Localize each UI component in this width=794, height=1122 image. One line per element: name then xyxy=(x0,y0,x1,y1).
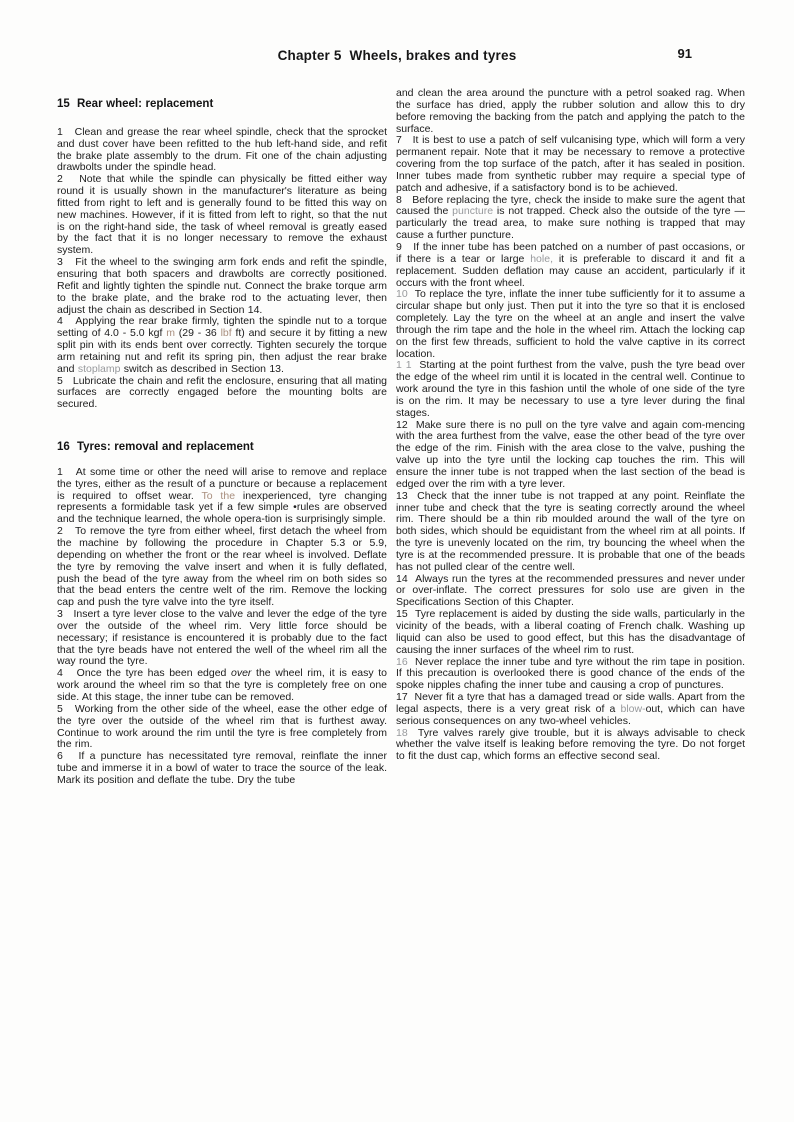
right-column xyxy=(396,88,745,787)
text-segment: Starting at the point furthest from the valve, push the tyre bead over the edge of the wheel rim until it is located in the central well. Continue to work around the tyre in this fashion until the whole of one side of the tyre is on the rim. It may be necessary to use a tyre lever during the final stages. xyxy=(396,359,746,419)
faded-text-segment: stoplamp xyxy=(77,362,121,375)
faded-text-segment: blow- xyxy=(620,702,646,715)
paragraph xyxy=(396,491,745,574)
text-segment: 7 It is best to use a patch of self vulcanising type, which will form a very permanent repair. Note that it may be necessary to remove a protective covering from the top surface of the patch, after it has sealed in position. Inner tubes made from synthetic rubber may require a special type of patch and adhesive, if a satisfactory bond is to be achieved. xyxy=(396,134,745,194)
text-segment: is not trapped. Check also the outside of the tyre — particularly the tread area, to make sure nothing is trapped that may cause a further puncture. xyxy=(396,205,745,242)
text-segment: ft) and secure it by fitting a new split pin with its ends bent over correctly. Tighten securely the torque arm retaining nut and refit its spring pin, then adjust the rear brake and xyxy=(57,327,387,375)
page-number: 91 xyxy=(677,46,692,61)
paragraph xyxy=(396,609,745,656)
faded-text-segment: lbf xyxy=(220,327,232,340)
text-columns xyxy=(57,88,745,787)
paragraph xyxy=(57,376,387,412)
text-segment: 8 Before replacing the tyre, check the inside to make sure the agent that caused the xyxy=(396,193,745,218)
text-segment: Tyre valves rarely give trouble, but it is always advisable to check whether the valve itself is leaking before removing the tyre. Do not forget to fit the dust cap, which forms an effective second seal. xyxy=(396,726,745,763)
right-column-body xyxy=(396,88,745,763)
text-segment: 17 Never fit a tyre that has a damaged tread or side walls. Apart from the legal aspects, there is a very great risk of a xyxy=(396,691,745,715)
paragraph xyxy=(396,728,745,764)
faded-text-segment: 16 xyxy=(396,655,408,668)
text-segment: 4 Applying the rear brake firmly, tighten the spindle nut to a torque setting of 4.0 - 5.0 kgf xyxy=(57,315,387,340)
text-segment: 2 To remove the tyre from either wheel, first detach the wheel from the machine by following the procedure in Chapter 5.3 or 5.9, depending on whether the front or the rear wheel is involved. Deflate the tyre by removing the valve insert and when it is fully deflated, push the bead of the tyre away from the wheel rim on both sides so that the bead enters the centre welt of the rim. Remove the locking cap and push the tyre valve into the tyre itself. xyxy=(57,525,387,609)
paragraph xyxy=(396,657,745,693)
text-segment: and clean the area around the puncture with a petrol soaked rag. When the surface has dried, apply the rubber solution and allow this to dry before removing the backing from the patch and applying the patch to the surface. xyxy=(396,87,745,135)
text-segment: 13 Check that the inner tube is not trapped at any point. Reinflate the inner tube and check that the tyre is seating correctly around the wheel rim. There should be a thin rib moulded around the wall of the tyre on both sides, which should be equidistant from the wheel rim at all points. If the tyre is unevenly located on the rim, try bouncing the wheel when the tyre is at the recommended pressure. It is probable that one of the beads has not pulled clear of the centre well. xyxy=(396,489,745,573)
text-segment: the wheel rim, it is easy to work around the wheel rim so that the tyre is completely free on one side. At this stage, the inner tube can be removed. xyxy=(57,667,387,703)
paragraph xyxy=(396,289,745,360)
paragraph xyxy=(396,195,745,242)
text-segment: 5 Working from the other side of the wheel, ease the other edge of the tyre over the outside of the wheel rim that is furthest away. Continue to work around the rim until the tyre is free completely from the rim. xyxy=(57,702,387,751)
paragraph xyxy=(396,692,745,728)
section-15-body xyxy=(57,127,387,411)
paragraph xyxy=(396,242,745,289)
text-segment: 4 Once the tyre has been edged xyxy=(57,667,231,680)
text-segment: 6 If a puncture has necessitated tyre removal, reinflate the inner tube and immerse it in a bowl of water to trace the source of the leak. Mark its position and deflate the tube. Dry the tube xyxy=(57,750,387,786)
section-16-body xyxy=(57,467,387,787)
text-segment: 15 Tyre replacement is aided by dusting the side walls, particularly in the vicinity of the beads, with a liberal coating of French chalk. Washing up liquid can also be used to good effect, but this has the disadvantage of causing the inner surfaces of the wheel rim to rust. xyxy=(396,608,745,656)
paragraph xyxy=(57,257,387,316)
left-column xyxy=(57,88,387,787)
faded-text-segment: m xyxy=(166,327,175,340)
text-segment: it is preferable to discard it and fit a replacement. Sudden deflation may cause an accident, particularly if it occurs with the front wheel. xyxy=(396,252,745,289)
paragraph xyxy=(57,127,387,174)
paragraph xyxy=(57,668,387,704)
faded-text-segment: 18 xyxy=(396,726,408,739)
text-segment: out, which can have serious consequences on any two-wheel vehicles. xyxy=(396,702,745,727)
text-segment: 14 Always run the tyres at the recommended pressures and never under or over-inflate. The correct pressures for solo use are given in the Specifications Section of this Chapter. xyxy=(396,572,745,609)
faded-text-segment: 10 xyxy=(396,288,408,301)
text-segment: 3 Insert a tyre lever close to the valve and lever the edge of the tyre over the outside of the wheel rim. Very little force should be necessary; if resistance is encountered it is probably due to the fact that the tyre beads have not entered the well of the wheel rim all the way round the tyre. xyxy=(57,608,387,668)
text-segment: 12 Make sure there is no pull on the tyre valve and again com-mencing with the area furthest from the valve, ease the other bead of the tyre over the edge of the rim. Finish with the area close to the valve, pushing the valve up into the tyre until the locking cap touches the rim. This will ensure the inner tube is not trapped when the last section of the bead is edged over the rim with a tyre lever. xyxy=(396,418,745,490)
paragraph xyxy=(57,609,387,668)
paragraph xyxy=(57,704,387,751)
paragraph xyxy=(57,751,387,787)
section-heading-tyres-removal-replacement: 16 Tyres: removal and replacement xyxy=(57,441,254,454)
faded-text-segment: hole, xyxy=(530,252,553,265)
chapter-title: Chapter 5 Wheels, brakes and tyres xyxy=(277,48,517,63)
text-segment: 2 Note that while the spindle can physically be fitted either way round it is usually shown in the manufacturer's literature as being fitted from right to left and is generally found to be fitted this way on new machines. However, if it is fitted from left to right, so that the nut is on the right-hand side, the task of wheel removal is greatly eased by the fact that it is no longer necessary to remove the exhaust system. xyxy=(57,173,387,257)
paragraph xyxy=(396,360,745,419)
paragraph xyxy=(396,88,745,135)
paragraph xyxy=(57,467,387,526)
text-segment: 1 At some time or other the need will arise to remove and replace the tyres, either as the result of a puncture or because a replacement is required to offset wear. xyxy=(57,465,387,502)
faded-text-segment: puncture xyxy=(452,205,494,218)
text-segment: inexperienced, tyre changing represents a formidable task yet if a few simple •rules are observed and the technique learned, the whole opera-tion is surprisingly simple. xyxy=(57,489,387,526)
text-segment: over xyxy=(231,667,252,680)
paragraph xyxy=(57,526,387,609)
paragraph xyxy=(57,316,387,375)
paragraph xyxy=(396,574,745,610)
faded-text-segment: To the xyxy=(201,489,236,502)
text-segment: switch as described in Section 13. xyxy=(120,362,284,375)
text-segment: (29 - 36 xyxy=(174,327,221,340)
faded-text-segment: 1 1 xyxy=(396,359,412,372)
text-segment: Never replace the inner tube and tyre without the rim tape in position. If this precaution is overlooked there is good chance of the ends of the spoke nipples chafing the inner tube and causing a crop of punctures. xyxy=(396,655,745,692)
page-header xyxy=(0,48,794,68)
text-segment: 5 Lubricate the chain and refit the enclosure, ensuring that all mating surfaces are correctly engaged before the mounting bolts are secured. xyxy=(57,374,387,411)
paragraph xyxy=(396,135,745,194)
section-heading-rear-wheel-replacement: 15 Rear wheel: replacement xyxy=(57,98,214,110)
text-segment: 1 Clean and grease the rear wheel spindle, check that the sprocket and dust cover have been refitted to the hub left-hand side, and refit the brake plate assembly to the drum. Fit one of the chain adjusting drawbolts under the spindle head. xyxy=(57,125,387,174)
text-segment: 3 Fit the wheel to the swinging arm fork ends and refit the spindle, ensuring that both spacers and drawbolts are correctly positioned. Refit and lightly tighten the spindle nut. Connect the brake torque arm to the brake plate, and the brake rod to the actuating lever, then adjust the chain as described in Section 14. xyxy=(57,256,387,316)
paragraph xyxy=(57,174,387,257)
paragraph xyxy=(396,420,745,491)
text-segment: 9 If the inner tube has been patched on a number of past occasions, or if there is a tear or large xyxy=(396,240,745,265)
text-segment: To replace the tyre, inflate the inner tube sufficiently for it to assume a circular shape but only just. Then put it into the tyre so that it is enclosed completely. Lay the tyre on the wheel at an angle and insert the valve through the rim tape and the hole in the wheel rim. Attach the locking cap on the first few threads, sufficient to hold the valve captive in its correct location. xyxy=(396,288,745,360)
